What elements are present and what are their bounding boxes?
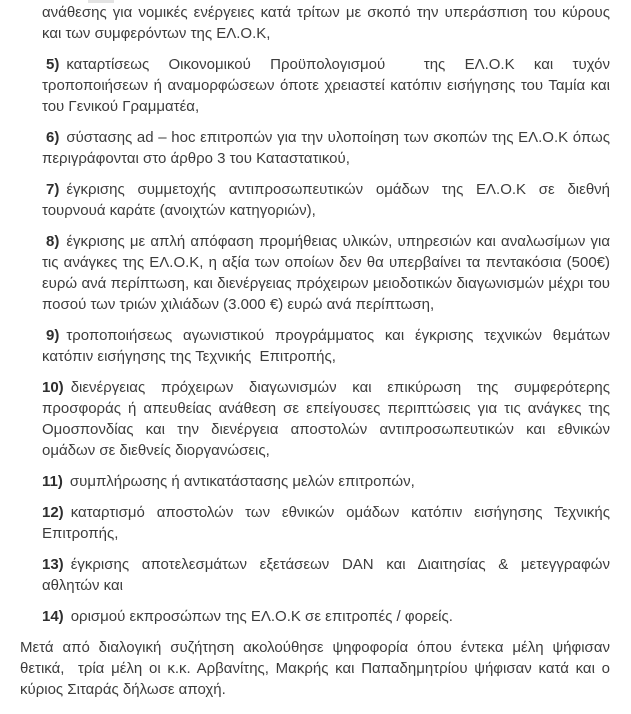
item-text: τροποποιήσεως αγωνιστικού προγράμματος και έγκρισης τεχνικών θεμάτων κατόπιν εισήγησης της Τεχνικής Επιτροπής, [42,327,615,365]
item-text: σύστασης ad – hoc επιτροπών για την υλοποίηση των σκοπών της ΕΛ.Ο.Κ όπως περιγράφονται στο άρθρο 3 του Καταστατικού, [42,129,615,167]
item-text: έγκρισης αποτελεσμάτων εξετάσεων DAN και Διαιτησίας & μετεγγραφών αθλητών και [42,556,615,594]
item-text: έγκρισης με απλή απόφαση προμήθειας υλικών, υπηρεσιών και αναλωσίμων για τις ανάγκες της ΕΛ.Ο.Κ, η αξία των οποίων δεν θα υπερβαίνει τα πεντακόσια (500€) ευρώ ανά περίπτωση, και διενέργειας πρόχειρων μειοδοτικών διαγωνισμών μέχρι του ποσού των τριών χιλιάδων (3.000 €) ευρώ ανά περίπτωση, [42,233,615,313]
list-item [42,179,615,221]
item-text: διενέργειας πρόχειρων διαγωνισμών και επικύρωση της συμφερότερης προσφοράς ή απευθείας ανάθεση σε επείγουσες περιπτώσεις για τις ανάγκες της Ομοσπονδίας και την διενέργεια αποστολών αντιπροσωπευτικών και εθνικών ομάδων σε διεθνείς διοργανώσεις, [42,379,615,459]
list-item [42,127,615,169]
item-number: 12) [42,504,64,521]
item-text: ορισμού εκπροσώπων της ΕΛ.Ο.Κ σε επιτροπές / φορείς. [70,608,453,625]
list-item [42,231,615,315]
item-number: 6) [46,129,60,146]
list-item [42,554,615,596]
list-item [42,325,615,367]
closing-paragraph [20,637,615,700]
item-number: 11) [42,473,63,490]
item-text: έγκρισης συμμετοχής αντιπροσωπευτικών ομάδων της ΕΛ.Ο.Κ σε διεθνή τουρνουά καράτε (ανοιχτών κατηγοριών), [42,181,615,219]
item-number: 9) [46,327,60,344]
item-number: 7) [46,181,60,198]
cropped-text-remnant [88,0,114,3]
item-text: καταρτισμό αποστολών των εθνικών ομάδων κατόπιν εισήγησης Τεχνικής Επιτροπής, [42,504,615,542]
intro-continuation-paragraph [42,2,615,44]
item-number: 8) [46,233,60,250]
paragraph-text: ανάθεσης για νομικές ενέργειες κατά τρίτων με σκοπό την υπεράσπιση του κύρους και των συμφερόντων της ΕΛ.Ο.Κ, [42,4,615,42]
list-item [42,377,615,461]
item-number: 13) [42,556,64,573]
item-number: 10) [42,379,64,396]
list-item [42,471,610,492]
paragraph-text: Μετά από διαλογική συζήτηση ακολούθησε ψηφοφορία όπου έντεκα μέλη ψήφισαν θετικά, τρία μέλη οι κ.κ. Αρβανίτης, Μακρής και Παπαδημητρίου ψήφισαν κατά και ο κύριος Σιταράς δήλωσε αποχή. [20,639,615,698]
list-item [42,606,610,627]
list-item [42,54,615,117]
item-number: 14) [42,608,64,625]
list-item [42,502,615,544]
item-number: 5) [46,56,60,73]
item-text: καταρτίσεως Οικονομικού Προϋπολογισμού της ΕΛ.Ο.Κ και τυχόν τροποποιήσεων ή αναμορφώσεων όποτε χρειαστεί κατόπιν εισήγησης του Ταμία και του Γενικού Γραμματέα, [42,56,615,115]
item-text: συμπλήρωσης ή αντικατάστασης μελών επιτροπών, [69,473,415,490]
